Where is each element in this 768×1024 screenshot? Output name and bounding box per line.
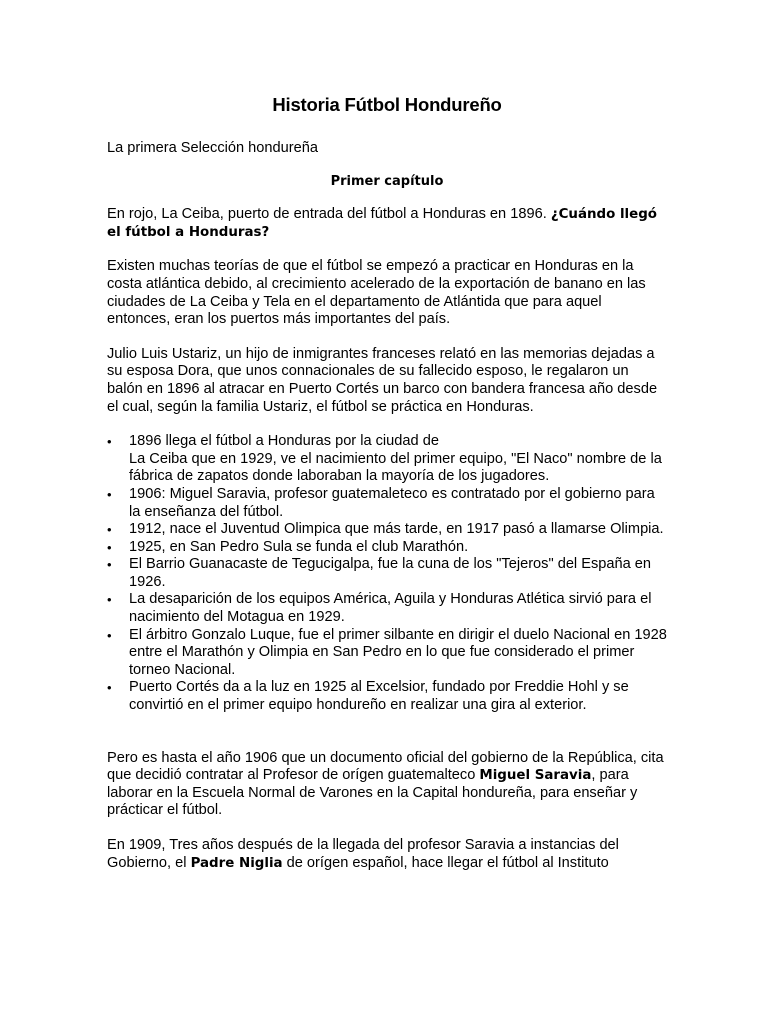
paragraph-2: Existen muchas teorías de que el fútbol se empezó a practicar en Honduras en la costa atlántica debido, al crecimiento acelerado de la exportación de banano en las ciudades de La Ceiba y Tela en el departamento de Atlántida que para aquel entonces, eran los puertos más importantes del país.	[107, 258, 646, 328]
document-subtitle: La primera Selección hondureña	[107, 140, 318, 156]
document-page	[107, 94, 667, 889]
paragraph-5	[107, 837, 667, 872]
paragraph-5-text-end: de orígen español, hace llegar el fútbol al Instituto	[282, 854, 609, 871]
list-item-text: Puerto Cortés da a la luz en 1925 al Excelsior, fundado por Freddie Hohl y se convirtió en el primer equipo hondureño en realizar una gira al exterior.	[129, 679, 629, 714]
paragraph-1	[107, 206, 667, 241]
paragraph-5-bold: Padre Niglia	[190, 855, 283, 871]
paragraph-4	[107, 750, 667, 820]
list-item	[129, 627, 667, 680]
list-item	[129, 591, 667, 626]
paragraph-4-bold: Miguel Saravia	[479, 768, 592, 784]
list-item-text: 1925, en San Pedro Sula se funda el club Marathón.	[129, 538, 469, 555]
list-item	[129, 521, 667, 539]
paragraph-1-bold: ¿Cuándo llegó el fútbol a Honduras?	[107, 207, 658, 240]
list-item-text: 1896 llega el fútbol a Honduras por la ciudad de	[129, 433, 439, 450]
list-item-text-continued: La Ceiba que en 1929, ve el nacimiento del primer equipo, "El Naco" nombre de la fábrica de zapatos donde laboraban la mayoría de los jugadores.	[129, 450, 662, 485]
list-item-text: El Barrio Guanacaste de Tegucigalpa, fue la cuna de los "Tejeros" del España en 1926.	[129, 556, 652, 590]
list-item-text: 1906: Miguel Saravia, profesor guatemaleteco es contratado por el gobierno para la enseñanza del fútbol.	[129, 485, 655, 520]
list-item	[129, 679, 667, 714]
paragraph-1-text: En rojo, La Ceiba, puerto de entrada del fútbol a Honduras en 1896.	[107, 206, 551, 223]
list-item-text: 1912, nace el Juventud Olimpica que más tarde, en 1917 pasó a llamarse Olimpia.	[129, 521, 664, 538]
list-item-text: El árbitro Gonzalo Luque, fue el primer silbante en dirigir el duelo Nacional en 1928 entre el Marathón y Olimpia en San Pedro en lo que fue considerado el primer torneo Nacional.	[129, 626, 667, 678]
list-item	[129, 486, 667, 521]
paragraph-3: Julio Luis Ustariz, un hijo de inmigrantes franceses relató en las memorias dejadas a su esposa Dora, que unos connacionales de su fallecido esposo, le regalaron un balón en 1896 al atracar en Puerto Cortés un barco con bandera francesa año desde el cual, según la familia Ustariz, el fútbol se práctica en Honduras.	[107, 345, 658, 415]
list-item	[129, 556, 667, 591]
history-list	[107, 433, 667, 715]
paragraph-4-text-end: , para laborar en la Escuela Normal de Varones en la Capital hondureña, para enseñar y prácticar el fútbol.	[107, 767, 638, 819]
list-item-text: La desaparición de los equipos América, Aguila y Honduras Atlética sirvió para el nacimiento del Motagua en 1929.	[129, 591, 652, 626]
list-item	[129, 539, 667, 557]
paragraph-5-text: En 1909, Tres años después de la llegada del profesor Saravia a instancias del Gobierno, el	[107, 837, 619, 871]
paragraph-4-text: Pero es hasta el año 1906 que un documento oficial del gobierno de la República, cita que decidió contratar al Profesor de orígen guatemalteco	[107, 749, 664, 784]
list-item	[129, 433, 667, 486]
chapter-heading: Primer capítulo	[330, 173, 444, 189]
document-title: Historia Fútbol Hondureño	[272, 94, 502, 115]
